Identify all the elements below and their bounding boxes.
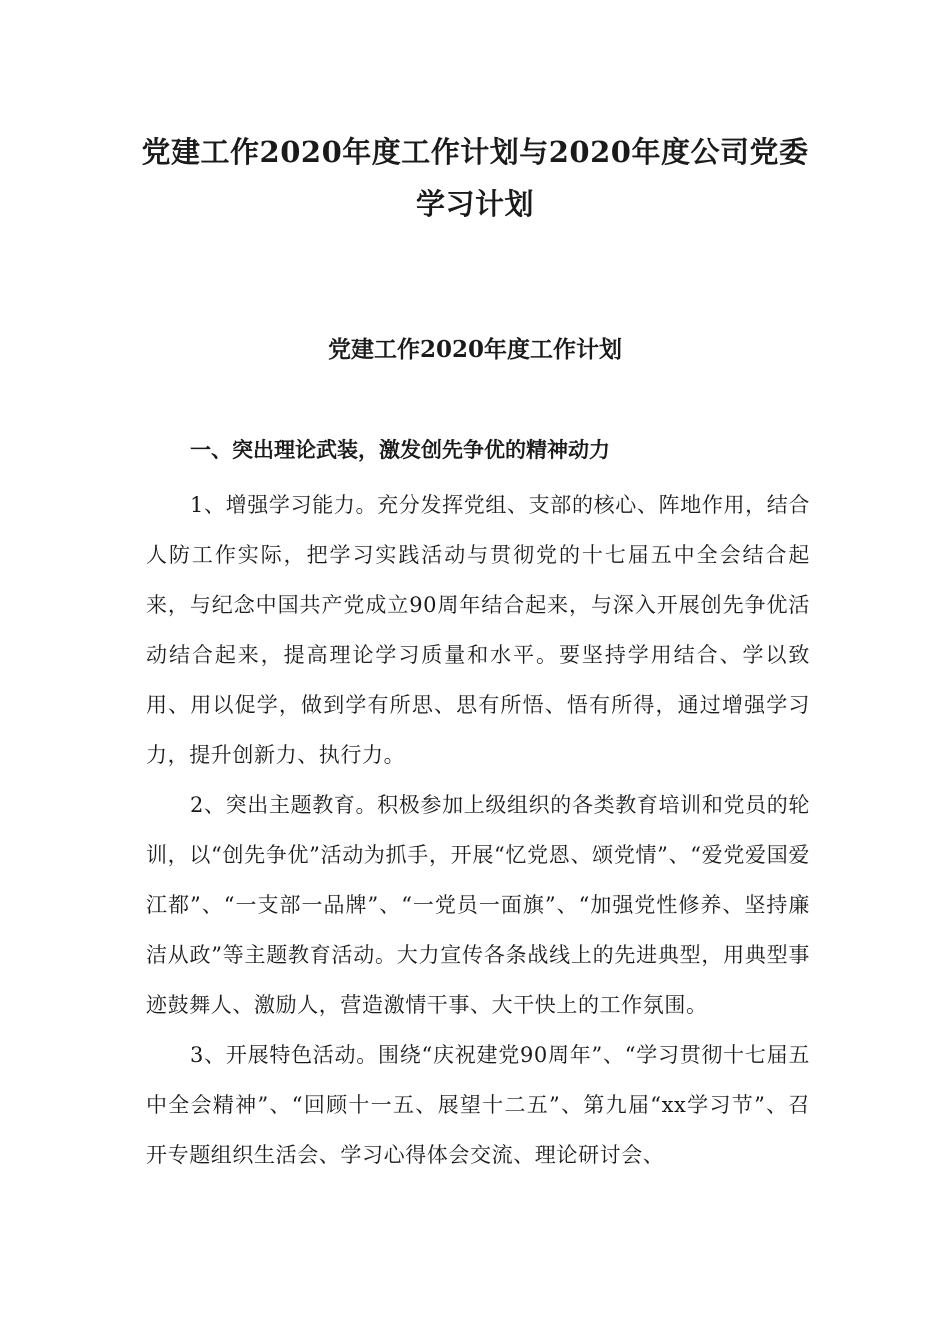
paragraph-1: 1、增强学习能力。充分发挥党组、支部的核心、阵地作用，结合人防工作实际，把学习实践活动与贯彻党的十七届五中全会结合起来，与纪念中国共产党成立90周年结合起来，与深入开展创先争优活动结合起来，提高理论学习质量和水平。要坚持学用结合、学以致用、用以促学，做到学有所思、思有所悟、悟有所得，通过增强学习力，提升创新力、执行力。: [146, 493, 810, 767]
paragraph-3: 3、开展特色活动。围绕“庆祝建党90周年”、“学习贯彻十七届五中全会精神”、“回顾十一五、展望十二五”、第九届“xx学习节”、召开专题组织生活会、学习心得体会交流、理论研讨会、: [146, 1043, 810, 1167]
section-title: 党建工作2020年度工作计划: [327, 336, 622, 363]
paragraph-2: 2、突出主题教育。积极参加上级组织的各类教育培训和党员的轮训，以“创先争优”活动为抓手，开展“忆党恩、颂党情”、“爱党爱国爱江都”、“一支部一品牌”、“一党员一面旗”、“加强党性修养、坚持廉洁从政”等主题教育活动。大力宣传各条战线上的先进典型，用典型事迹鼓舞人、激励人，营造激情干事、大干快上的工作氛围。: [146, 793, 810, 1017]
body-text: [146, 480, 810, 1180]
document-title: 党建工作2020年度工作计划与2020年度公司党委学习计划: [141, 135, 809, 221]
section-subheading: 一、突出理论武装，激发创先争优的精神动力: [190, 437, 610, 462]
